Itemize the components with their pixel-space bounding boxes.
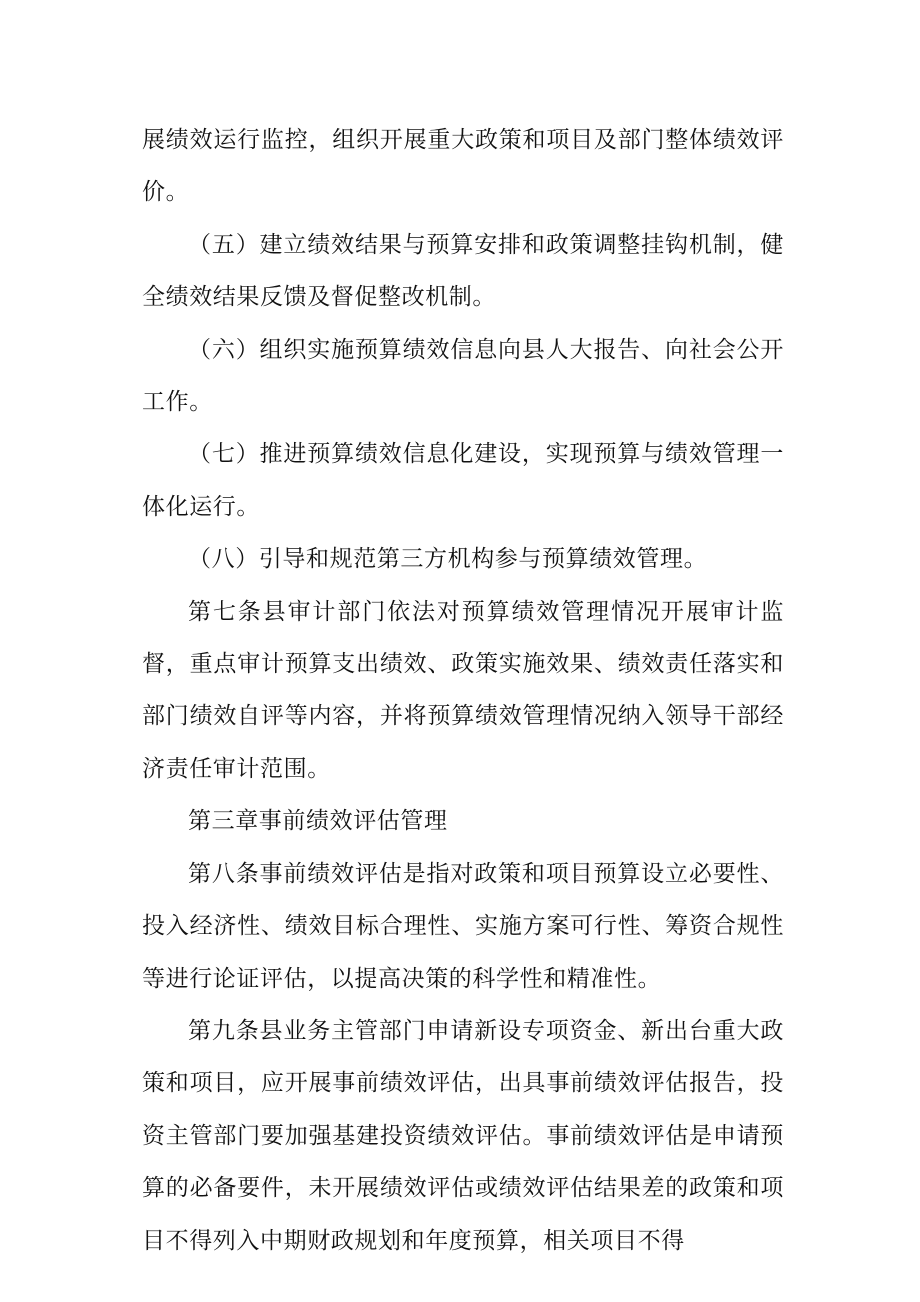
paragraph-article-9: 第九条县业务主管部门申请新设专项资金、新出台重大政策和项目，应开展事前绩效评估，出具事前绩效评估报告，投资主管部门要加强基建投资绩效评估。事前绩效评估是申请预算的必备要件，未开展绩效评估或绩效评估结果差的政策和项目不得列入中期财政规划和年度预算，相关项目不得 bbox=[142, 1017, 784, 1254]
paragraph-item-8: （八）引导和规范第三方机构参与预算绩效管理。 bbox=[188, 546, 708, 573]
paragraph-item-7: （七）推进预算绩效信息化建设，实现预算与绩效管理一体化运行。 bbox=[142, 441, 784, 520]
paragraph-article-7: 第七条县审计部门依法对预算绩效管理情况开展审计监督，重点审计预算支出绩效、政策实施效果、绩效责任落实和部门绩效自评等内容，并将预算绩效管理情况纳入领导干部经济责任审计范围。 bbox=[142, 598, 784, 782]
chapter-heading: 第三章事前绩效评估管理 bbox=[188, 808, 448, 835]
paragraph-article-8: 第八条事前绩效评估是指对政策和项目预算设立必要性、投入经济性、绩效目标合理性、实施方案可行性、筹资合规性等进行论证评估，以提高决策的科学性和精准性。 bbox=[142, 860, 784, 992]
paragraph-continuation: 展绩效运行监控，组织开展重大政策和项目及部门整体绩效评价。 bbox=[142, 127, 784, 206]
document-body bbox=[142, 114, 784, 1267]
paragraph-item-5: （五）建立绩效结果与预算安排和政策调整挂钩机制，健全绩效结果反馈及督促整改机制。 bbox=[142, 231, 784, 311]
paragraph-item-6: （六）组织实施预算绩效信息向县人大报告、向社会公开工作。 bbox=[142, 336, 784, 416]
